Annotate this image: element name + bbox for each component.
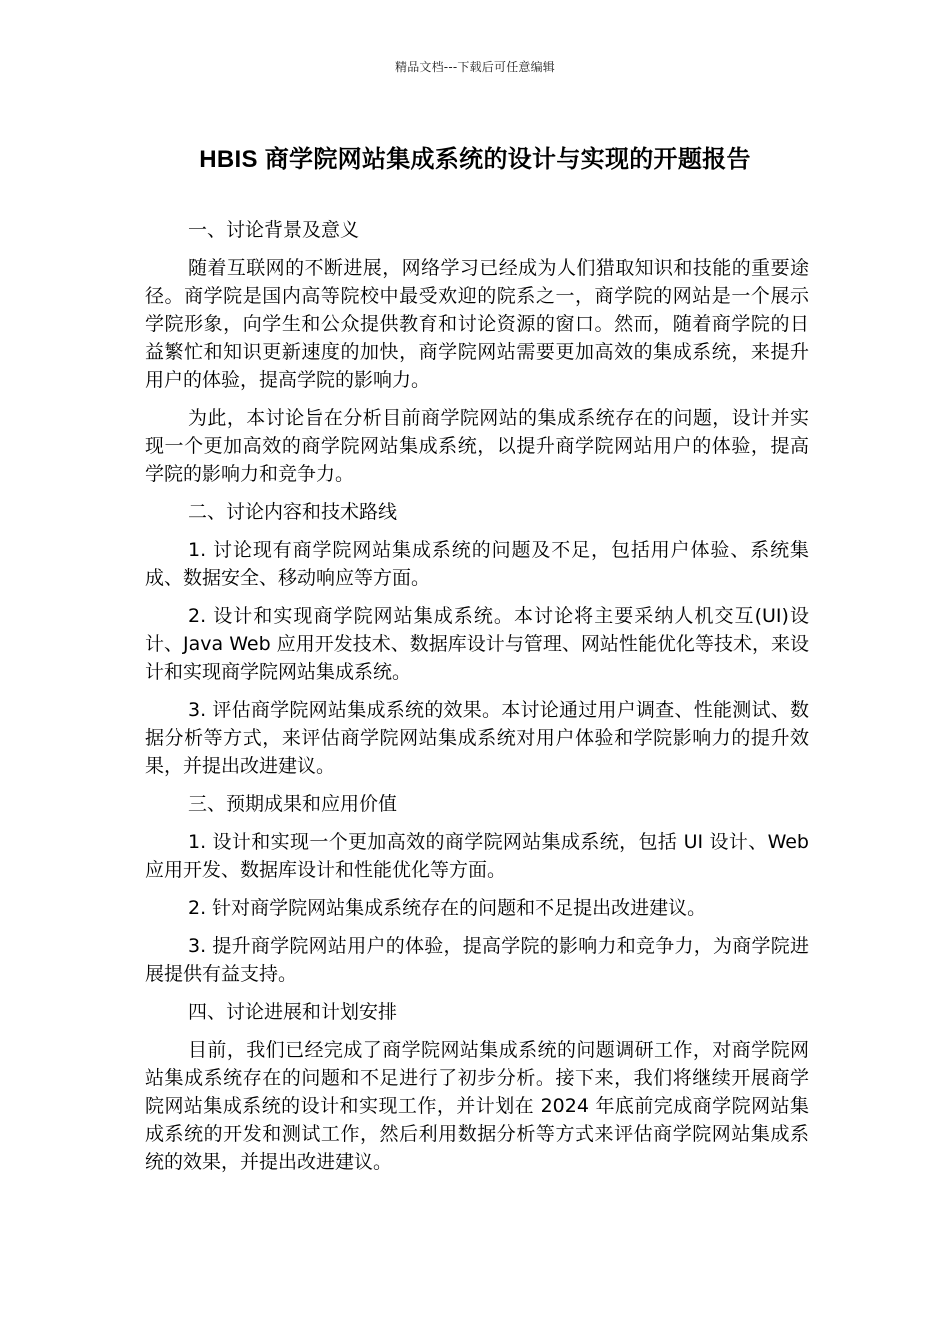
page-header-note: 精品文档---下载后可任意编辑 <box>395 60 555 74</box>
list-item-paragraph: 2. 针对商学院网站集成系统存在的问题和不足提出改进建议。 <box>188 897 707 919</box>
body-paragraph: 为此，本讨论旨在分析目前商学院网站的集成系统存在的问题，设计并实现一个更加高效的商学院网站集成系统，以提升商学院网站用户的体验，提高学院的影响力和竞争力。 <box>145 407 809 485</box>
list-item-paragraph: 1. 设计和实现一个更加高效的商学院网站集成系统，包括 UI 设计、Web 应用开发、数据库设计和性能优化等方面。 <box>145 831 809 881</box>
list-item-paragraph: 2. 设计和实现商学院网站集成系统。本讨论将主要采纳人机交互(UI)设计、Java Web 应用开发技术、数据库设计与管理、网站性能优化等技术，来设计和实现商学院网站集成系统。 <box>145 605 809 683</box>
section-heading: 四、讨论进展和计划安排 <box>188 1001 398 1023</box>
document-body <box>145 216 809 1186</box>
document-title: HBIS 商学院网站集成系统的设计与实现的开题报告 <box>199 146 751 173</box>
list-item-paragraph: 3. 提升商学院网站用户的体验，提高学院的影响力和竞争力，为商学院进展提供有益支持。 <box>145 935 809 985</box>
section-heading: 一、讨论背景及意义 <box>188 219 360 241</box>
list-item-paragraph: 1. 讨论现有商学院网站集成系统的问题及不足，包括用户体验、系统集成、数据安全、移动响应等方面。 <box>145 539 809 589</box>
section-heading: 二、讨论内容和技术路线 <box>188 501 398 523</box>
list-item-paragraph: 3. 评估商学院网站集成系统的效果。本讨论通过用户调查、性能测试、数据分析等方式，来评估商学院网站集成系统对用户体验和学院影响力的提升效果，并提出改进建议。 <box>145 699 809 777</box>
body-paragraph: 随着互联网的不断进展，网络学习已经成为人们猎取知识和技能的重要途径。商学院是国内高等院校中最受欢迎的院系之一，商学院的网站是一个展示学院形象，向学生和公众提供教育和讨论资源的窗口。然而，随着商学院的日益繁忙和知识更新速度的加快，商学院网站需要更加高效的集成系统，来提升用户的体验，提高学院的影响力。 <box>145 257 809 391</box>
section-heading: 三、预期成果和应用价值 <box>188 793 398 815</box>
body-paragraph: 目前，我们已经完成了商学院网站集成系统的问题调研工作，对商学院网站集成系统存在的问题和不足进行了初步分析。接下来，我们将继续开展商学院网站集成系统的设计和实现工作，并计划在 2024 年底前完成商学院网站集成系统的开发和测试工作，然后利用数据分析等方式来评估商学院网站集成系统的效果，并提出改进建议。 <box>145 1039 809 1173</box>
